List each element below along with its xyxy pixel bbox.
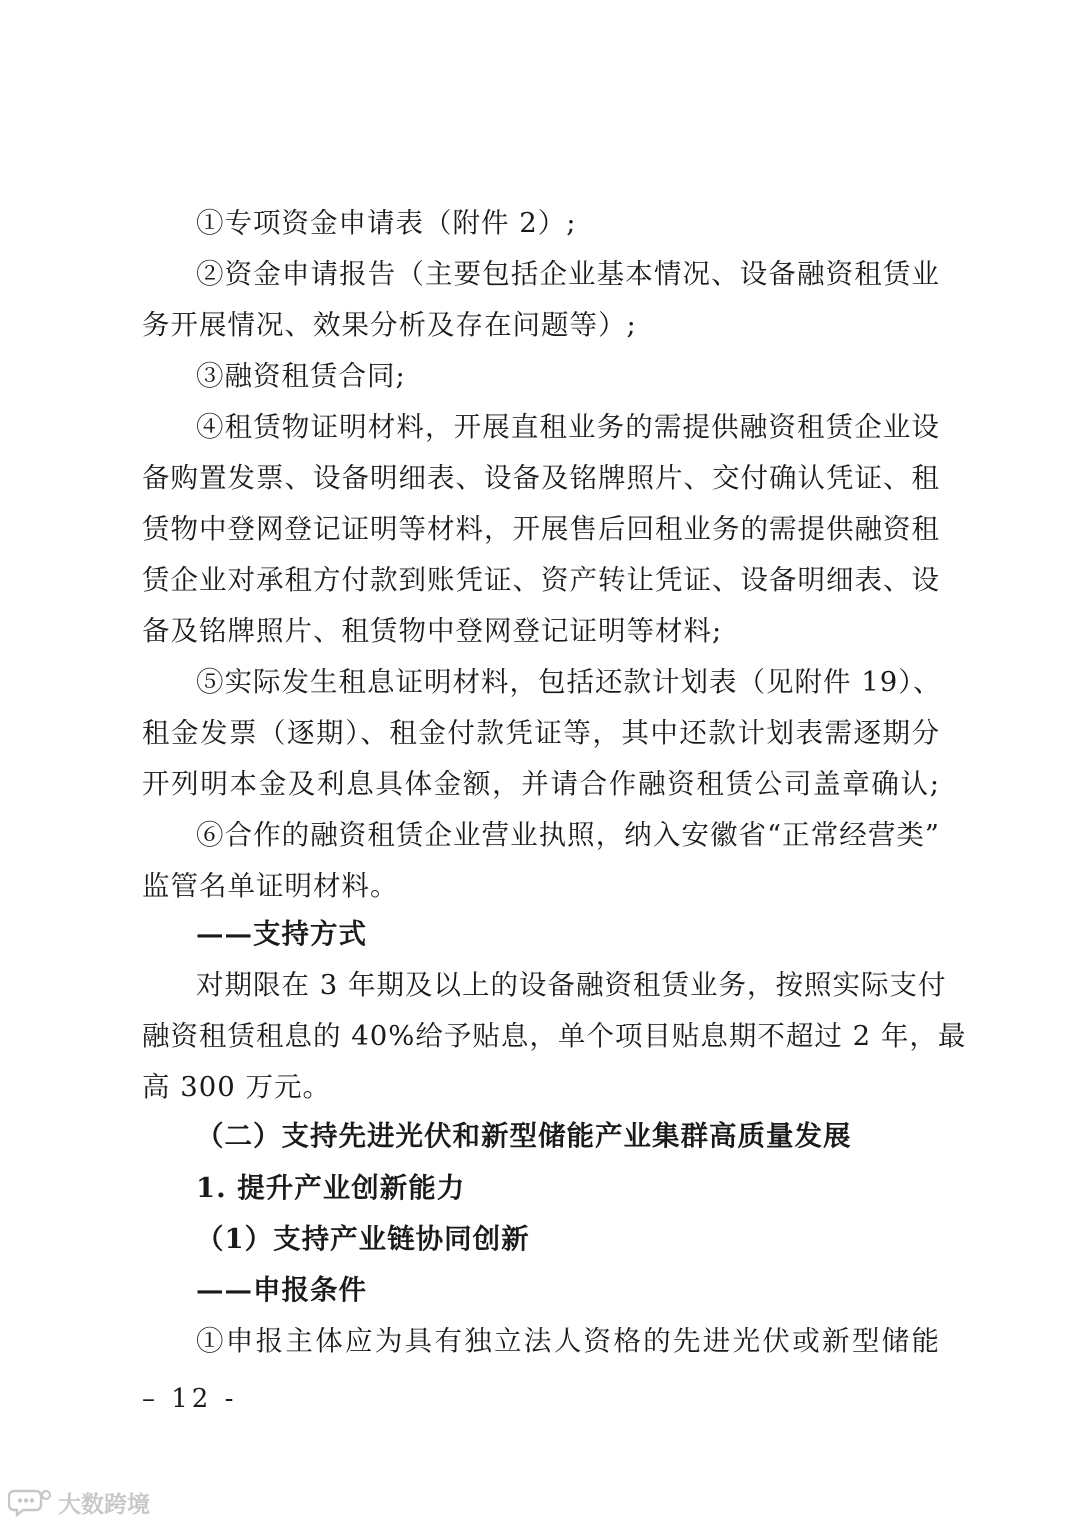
paragraph-line: ③融资租赁合同; xyxy=(196,360,406,392)
chat-bubble-logo-icon xyxy=(8,1487,52,1517)
subsection-heading: （1）支持产业链协同创新 xyxy=(196,1223,530,1255)
section-heading: ——支持方式 xyxy=(196,918,367,950)
section-heading: ——申报条件 xyxy=(196,1274,367,1306)
paragraph-line: 融资租赁租息的 40%给予贴息，单个项目贴息期不超过 2 年，最 xyxy=(142,1020,967,1052)
paragraph-line: ④租赁物证明材料，开展直租业务的需提供融资租赁企业设 xyxy=(196,411,940,443)
watermark xyxy=(8,1484,150,1520)
subsection-heading: 1. 提升产业创新能力 xyxy=(196,1172,466,1204)
paragraph-line: 高 300 万元。 xyxy=(142,1071,331,1103)
section-heading: （二）支持先进光伏和新型储能产业集群高质量发展 xyxy=(196,1120,852,1152)
paragraph-line: ⑤实际发生租息证明材料，包括还款计划表（见附件 19）、 xyxy=(196,666,942,698)
paragraph-line: ②资金申请报告（主要包括企业基本情况、设备融资租赁业 xyxy=(196,258,940,290)
paragraph-line: 备购置发票、设备明细表、设备及铭牌照片、交付确认凭证、租 xyxy=(142,462,940,494)
page-number: – 12 - xyxy=(142,1384,238,1414)
paragraph-line: ①申报主体应为具有独立法人资格的先进光伏或新型储能 xyxy=(196,1325,940,1357)
paragraph-line: 赁企业对承租方付款到账凭证、资产转让凭证、设备明细表、设 xyxy=(142,564,940,596)
paragraph-line: ①专项资金申请表（附件 2）; xyxy=(196,207,577,239)
paragraph-line: 务开展情况、效果分析及存在问题等）; xyxy=(142,309,637,341)
paragraph-line: 开列明本金及利息具体金额，并请合作融资租赁公司盖章确认; xyxy=(142,768,940,800)
paragraph-line: 租金发票（逐期）、租金付款凭证等，其中还款计划表需逐期分 xyxy=(142,717,940,749)
paragraph-line: ⑥合作的融资租赁企业营业执照，纳入安徽省“正常经营类” xyxy=(196,819,940,851)
paragraph-line: 备及铭牌照片、租赁物中登网登记证明等材料; xyxy=(142,615,723,647)
paragraph-line: 监管名单证明材料。 xyxy=(142,870,399,902)
paragraph-line: 对期限在 3 年期及以上的设备融资租赁业务，按照实际支付 xyxy=(196,969,947,1001)
watermark-text: 大数跨境 xyxy=(58,1491,150,1518)
paragraph-line: 赁物中登网登记证明等材料，开展售后回租业务的需提供融资租 xyxy=(142,513,940,545)
